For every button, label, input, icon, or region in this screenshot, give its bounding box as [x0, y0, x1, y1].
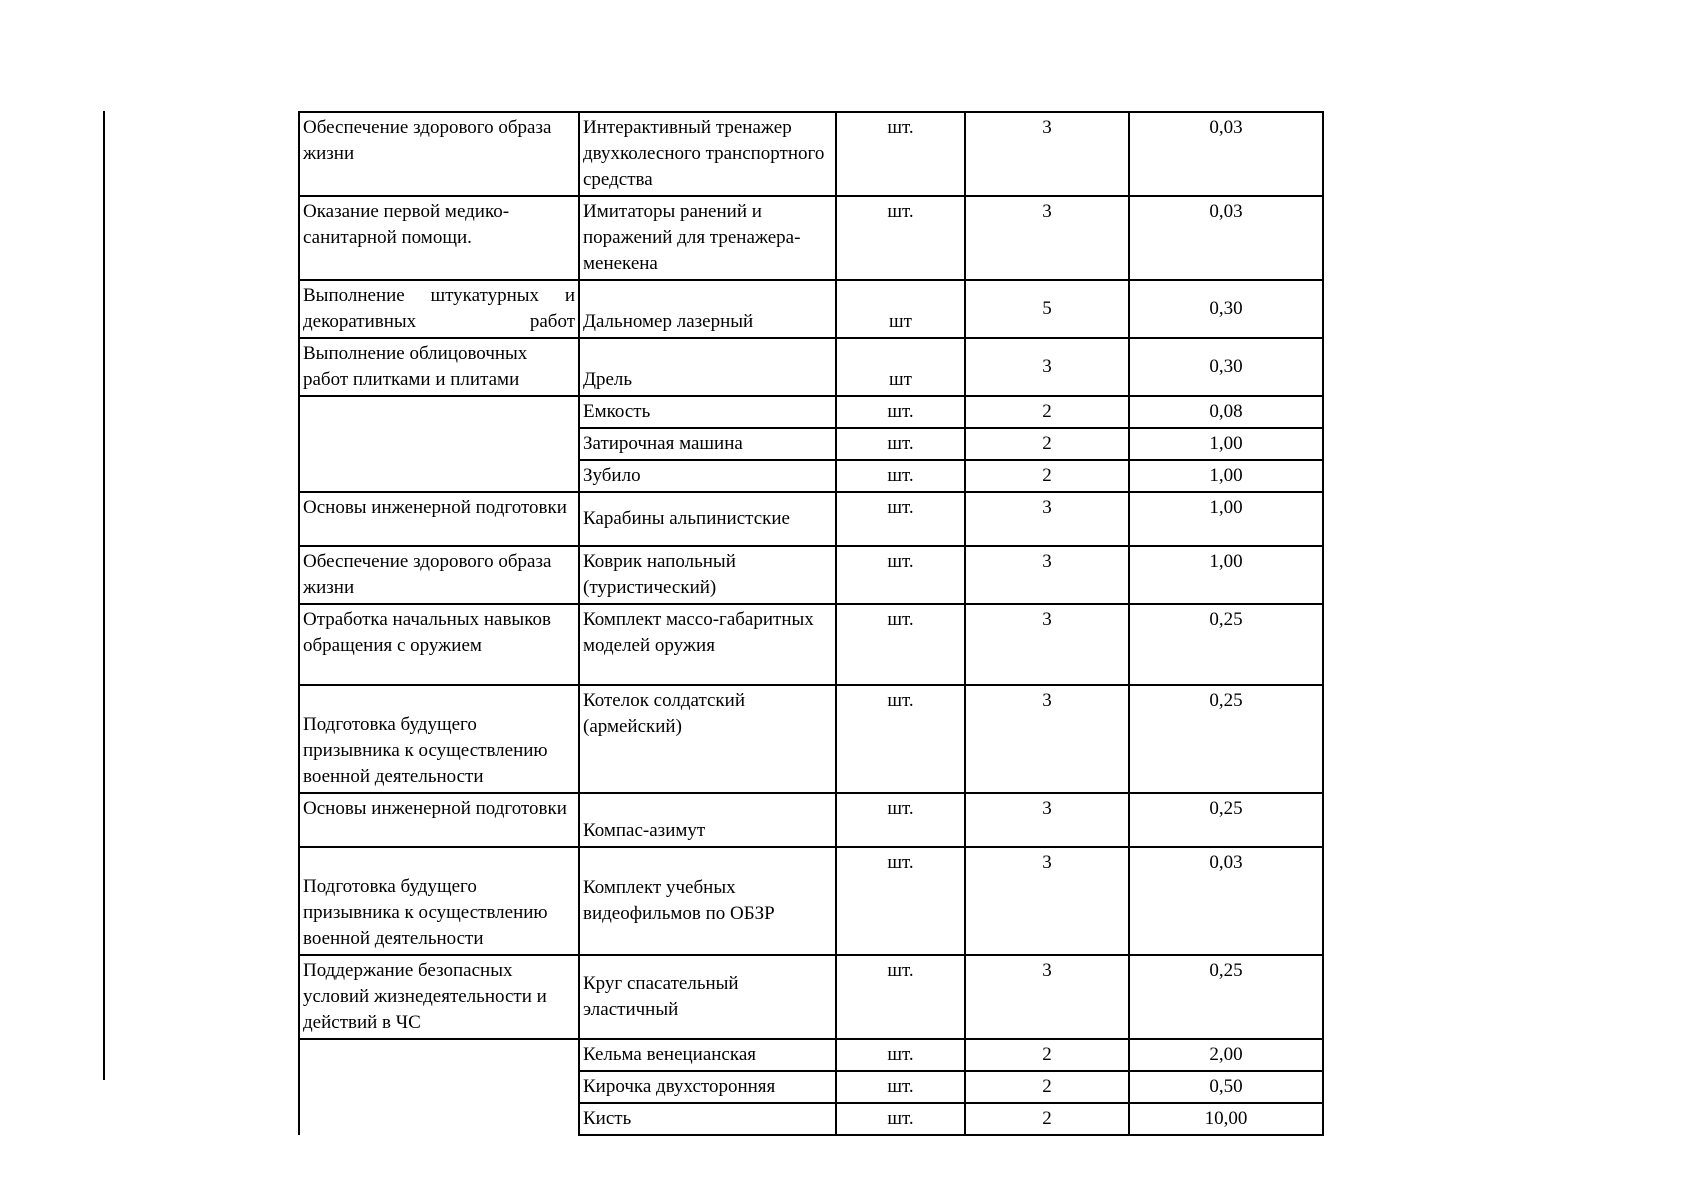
unit-cell: шт. — [836, 396, 965, 428]
topic-cell: Подготовка будущего призывника к осуществлению военной деятельности — [299, 685, 579, 793]
page-margin-line — [103, 111, 105, 1080]
item-cell: Зубило — [579, 460, 836, 492]
item-cell: Кельма венецианская — [579, 1039, 836, 1071]
unit-cell: шт. — [836, 112, 965, 196]
item-cell: Кисть — [579, 1103, 836, 1135]
table-row — [299, 1039, 1323, 1071]
item-cell: Дрель — [579, 338, 836, 396]
unit-cell: шт. — [836, 492, 965, 546]
qty-cell: 3 — [965, 196, 1129, 280]
coef-cell: 0,30 — [1129, 338, 1323, 396]
coef-cell: 0,25 — [1129, 685, 1323, 793]
topic-cell: Выполнение облицовочных работ плитками и плитами — [299, 338, 579, 396]
topic-cell: Подготовка будущего призывника к осуществлению военной деятельности — [299, 847, 579, 955]
table-row — [299, 492, 1323, 546]
coef-cell: 2,00 — [1129, 1039, 1323, 1071]
unit-cell: шт — [836, 280, 965, 338]
coef-cell: 1,00 — [1129, 428, 1323, 460]
topic-cell — [299, 396, 579, 492]
table-row — [299, 396, 1323, 428]
table-row — [299, 338, 1323, 396]
qty-cell: 2 — [965, 428, 1129, 460]
unit-cell: шт. — [836, 604, 965, 685]
item-cell: Комплект учебных видеофильмов по ОБЗР — [579, 847, 836, 955]
topic-cell: Основы инженерной подготовки — [299, 492, 579, 546]
unit-cell: шт. — [836, 685, 965, 793]
unit-cell: шт. — [836, 1103, 965, 1135]
qty-cell: 3 — [965, 847, 1129, 955]
coef-cell: 0,30 — [1129, 280, 1323, 338]
topic-cell: Основы инженерной подготовки — [299, 793, 579, 847]
unit-cell: шт. — [836, 196, 965, 280]
equipment-table — [298, 111, 1324, 1136]
unit-cell: шт. — [836, 460, 965, 492]
item-cell: Дальномер лазерный — [579, 280, 836, 338]
item-cell: Кирочка двухсторонняя — [579, 1071, 836, 1103]
item-cell: Комплект массо-габаритных моделей оружия — [579, 604, 836, 685]
unit-cell: шт. — [836, 546, 965, 604]
coef-cell: 1,00 — [1129, 546, 1323, 604]
qty-cell: 3 — [965, 492, 1129, 546]
item-cell: Имитаторы ранений и поражений для тренажера-менекена — [579, 196, 836, 280]
coef-cell: 0,08 — [1129, 396, 1323, 428]
unit-cell: шт. — [836, 1071, 965, 1103]
table-row — [299, 604, 1323, 685]
table-row — [299, 685, 1323, 793]
unit-cell: шт. — [836, 1039, 965, 1071]
coef-cell: 0,25 — [1129, 955, 1323, 1039]
qty-cell: 5 — [965, 280, 1129, 338]
coef-cell: 1,00 — [1129, 492, 1323, 546]
item-cell: Коврик напольный (туристический) — [579, 546, 836, 604]
coef-cell: 0,03 — [1129, 847, 1323, 955]
coef-cell: 1,00 — [1129, 460, 1323, 492]
unit-cell: шт. — [836, 847, 965, 955]
qty-cell: 3 — [965, 685, 1129, 793]
coef-cell: 0,03 — [1129, 112, 1323, 196]
item-cell: Круг спасательный эластичный — [579, 955, 836, 1039]
table-row — [299, 280, 1323, 338]
qty-cell: 2 — [965, 460, 1129, 492]
qty-cell: 3 — [965, 546, 1129, 604]
table-row — [299, 546, 1323, 604]
item-cell: Карабины альпинистские — [579, 492, 836, 546]
qty-cell: 2 — [965, 1039, 1129, 1071]
topic-cell: Отработка начальных навыков обращения с оружием — [299, 604, 579, 685]
coef-cell: 10,00 — [1129, 1103, 1323, 1135]
qty-cell: 3 — [965, 604, 1129, 685]
unit-cell: шт. — [836, 955, 965, 1039]
coef-cell: 0,25 — [1129, 793, 1323, 847]
coef-cell: 0,25 — [1129, 604, 1323, 685]
qty-cell: 2 — [965, 396, 1129, 428]
topic-cell: Обеспечение здорового образа жизни — [299, 112, 579, 196]
topic-cell: Оказание первой медико-санитарной помощи. — [299, 196, 579, 280]
item-cell: Компас-азимут — [579, 793, 836, 847]
coef-cell: 0,03 — [1129, 196, 1323, 280]
topic-cell: Обеспечение здорового образа жизни — [299, 546, 579, 604]
qty-cell: 2 — [965, 1071, 1129, 1103]
item-cell: Интерактивный тренажер двухколесного транспортного средства — [579, 112, 836, 196]
topic-cell: Поддержание безопасных условий жизнедеятельности и действий в ЧС — [299, 955, 579, 1039]
item-cell: Котелок солдатский (армейский) — [579, 685, 836, 793]
coef-cell: 0,50 — [1129, 1071, 1323, 1103]
qty-cell: 3 — [965, 955, 1129, 1039]
topic-cell: Выполнение штукатурных и декоративных работ — [299, 280, 579, 338]
unit-cell: шт — [836, 338, 965, 396]
item-cell: Затирочная машина — [579, 428, 836, 460]
table-row — [299, 955, 1323, 1039]
qty-cell: 2 — [965, 1103, 1129, 1135]
qty-cell: 3 — [965, 338, 1129, 396]
topic-cell — [299, 1039, 579, 1135]
table-row — [299, 847, 1323, 955]
unit-cell: шт. — [836, 428, 965, 460]
table-row — [299, 112, 1323, 196]
unit-cell: шт. — [836, 793, 965, 847]
table-row — [299, 196, 1323, 280]
table-row — [299, 793, 1323, 847]
item-cell: Емкость — [579, 396, 836, 428]
qty-cell: 3 — [965, 112, 1129, 196]
qty-cell: 3 — [965, 793, 1129, 847]
